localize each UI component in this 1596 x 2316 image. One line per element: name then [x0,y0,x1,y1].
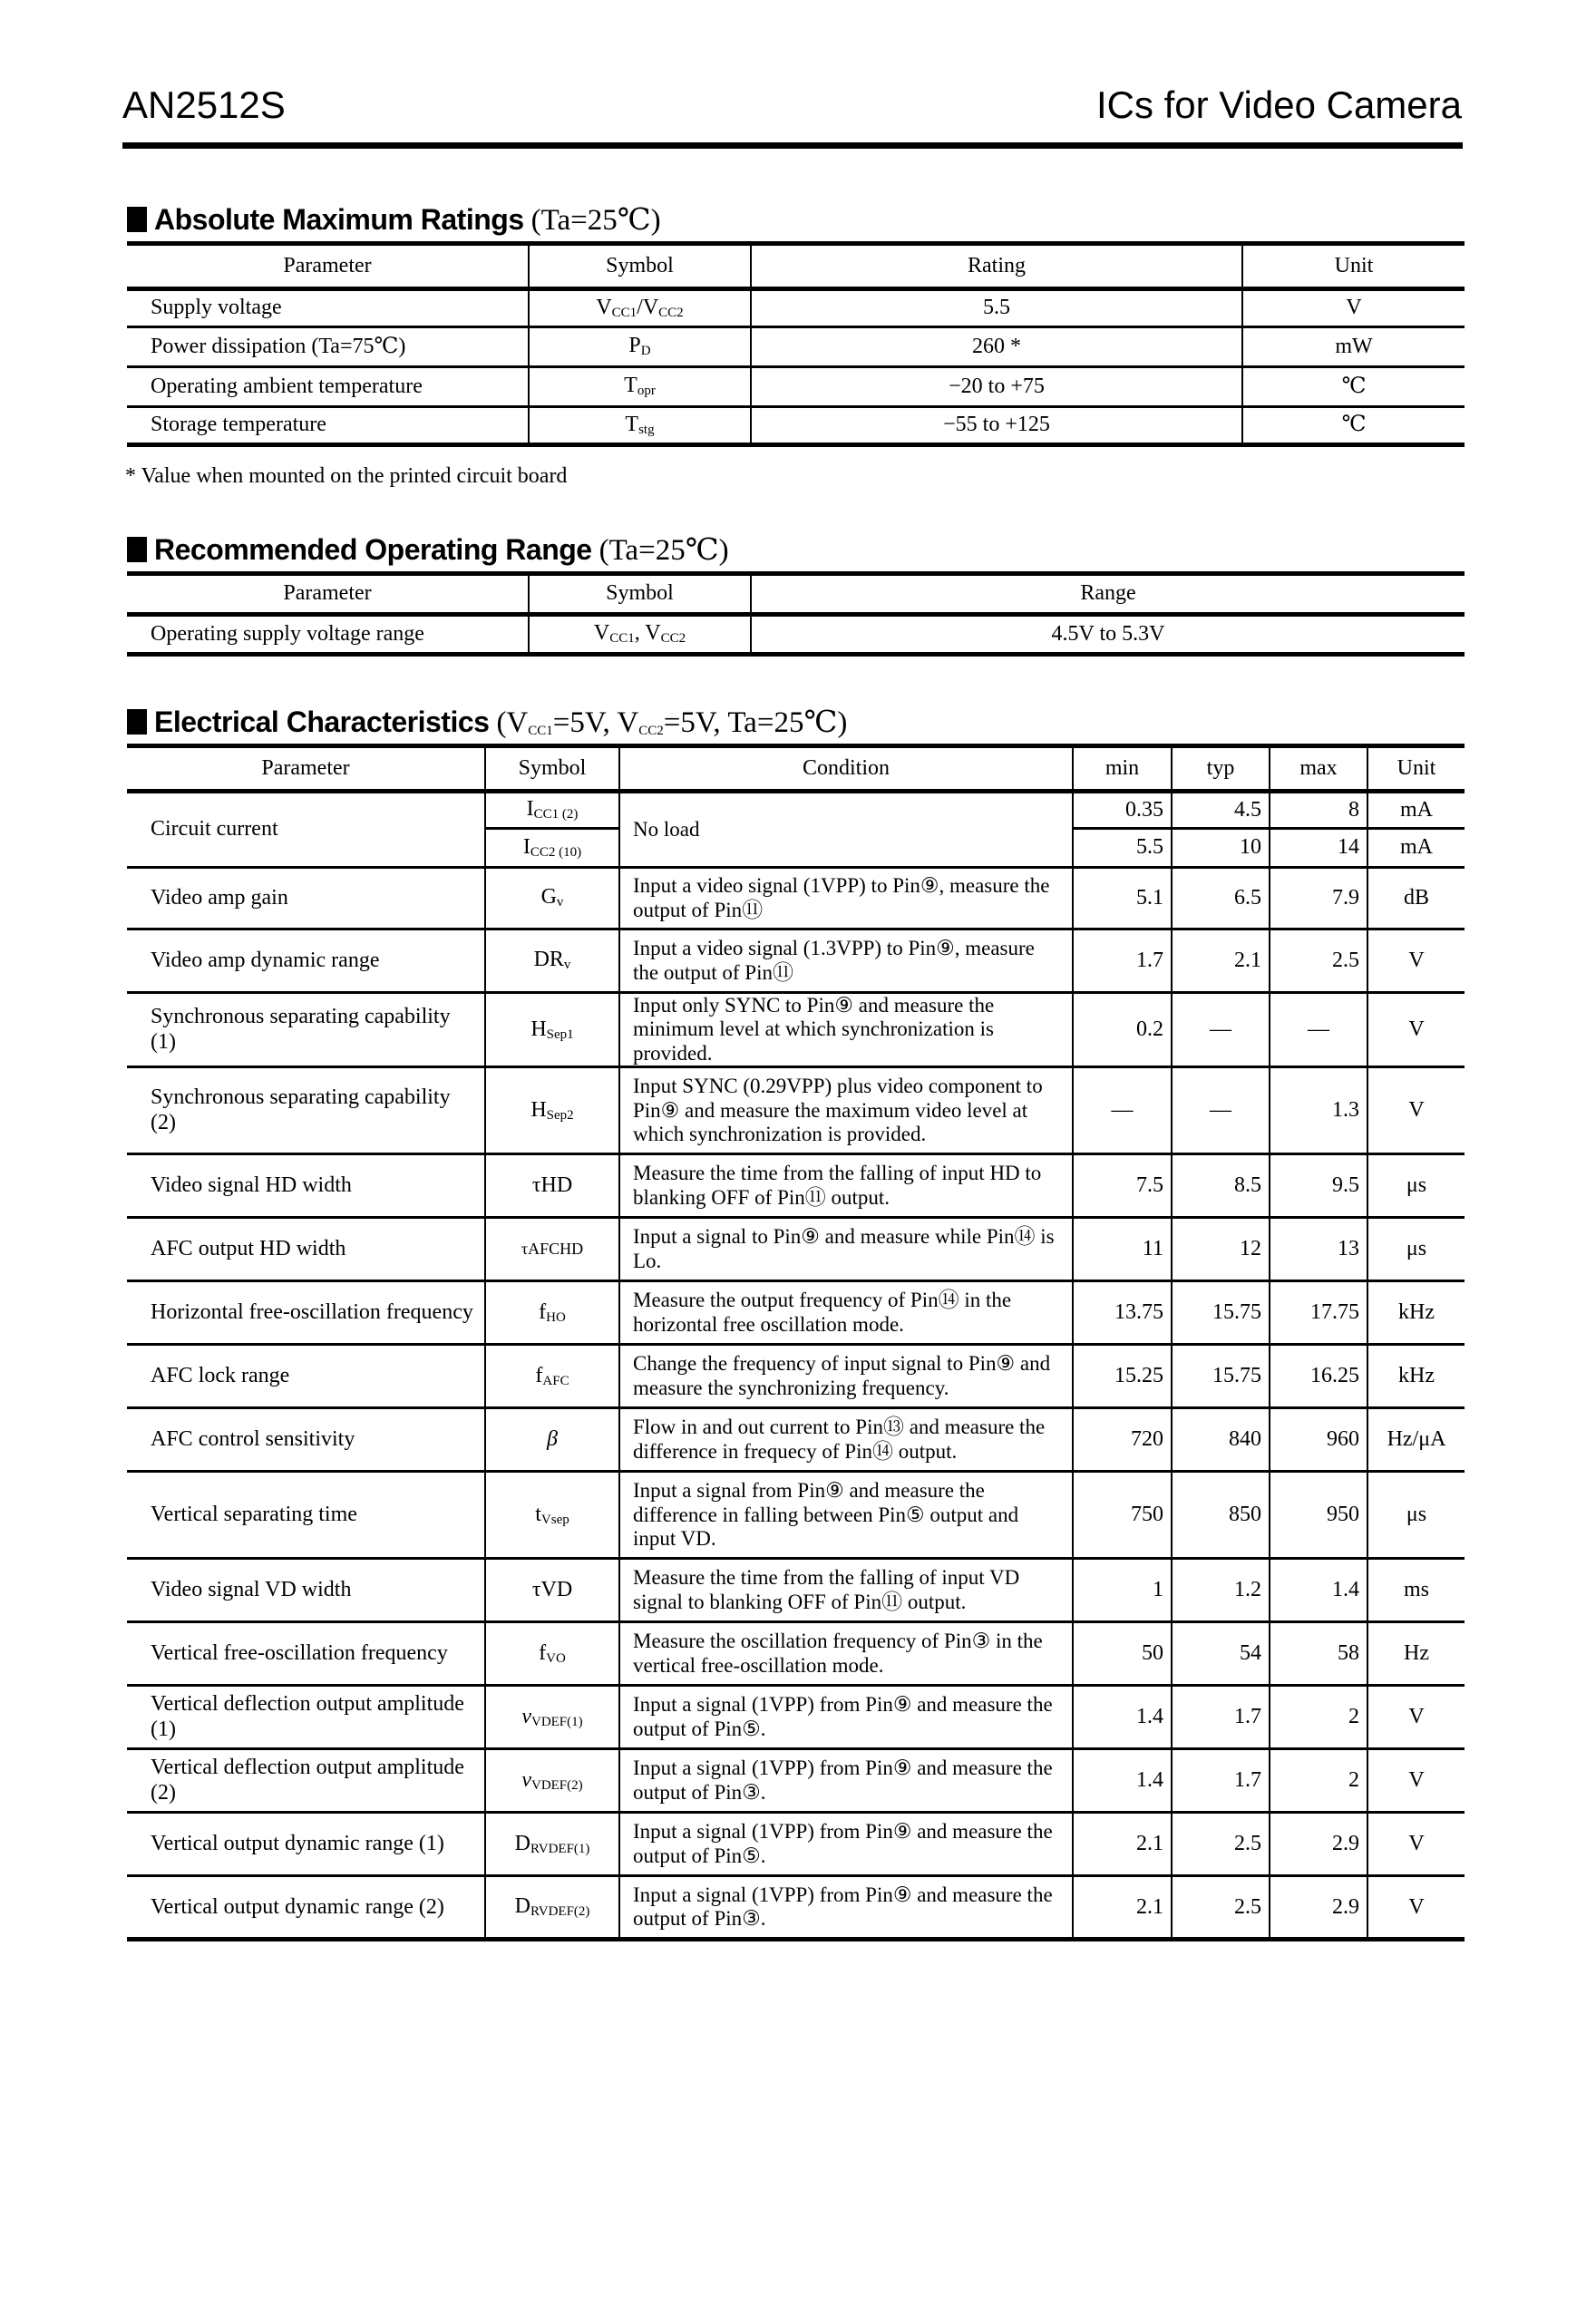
cell-max: 2 [1270,1686,1367,1749]
cell-condition: Input only SYNC to Pin⑨ and measure the minimum level at which synchronization is provided. [619,993,1073,1067]
cell-condition: No load [619,792,1073,868]
part-number: AN2512S [122,83,286,126]
cell-symbol: $T_{stg}$ [529,407,751,445]
cell-max: 7.9 [1270,868,1367,929]
cell-typ: 2.5 [1172,1813,1270,1876]
col-header: Unit [1367,746,1465,792]
cell-condition: Input a signal (1VPP) from Pin⑨ and measure the output of Pin③. [619,1876,1073,1940]
cell-max: 2.9 [1270,1813,1367,1876]
cell-condition: Measure the output frequency of Pin⑭ in the horizontal free oscillation mode. [619,1281,1073,1345]
table-row [127,1345,1465,1408]
document-category: ICs for Video Camera [1095,83,1462,126]
cell-symbol: $DR_v$ [485,929,619,993]
section-condition: (Ta=25℃) [530,204,661,237]
cell-typ: 2.5 [1172,1876,1270,1940]
table-row [127,1813,1465,1876]
cell-unit: Hz [1367,1622,1465,1686]
cell-symbol: $f_{AFC}$ [485,1345,619,1408]
cell-min: 5.5 [1073,829,1172,868]
cell-min: 2.1 [1073,1813,1172,1876]
cell-parameter: AFC output HD width [127,1218,485,1281]
cell-min: 0.2 [1073,993,1172,1067]
col-header: Parameter [127,244,529,289]
col-header: Rating [751,244,1242,289]
cell-parameter: Synchronous separating capability (2) [127,1067,485,1154]
section-bullet-icon [127,537,147,562]
cell-unit: dB [1367,868,1465,929]
table-row [127,792,1465,829]
cell-typ: 10 [1172,829,1270,868]
cell-min: 0.35 [1073,792,1172,829]
cell-range: 4.5V to 5.3V [751,615,1465,655]
cell-min: 1.7 [1073,929,1172,993]
footnote: * Value when mounted on the printed circuit board [125,464,568,488]
section-condition: (Ta=25℃) [598,534,729,567]
section-heading: Electrical Characteristics [154,705,490,738]
cell-symbol: $I_{CC1 (2)}$ [485,792,619,829]
cell-parameter: Power dissipation (Ta=75℃) [127,327,529,367]
cell-typ: 1.7 [1172,1749,1270,1813]
cell-parameter: Supply voltage [127,289,529,327]
cell-rating: −20 to +75 [751,367,1242,407]
cell-typ: 6.5 [1172,868,1270,929]
table-row [127,1749,1465,1813]
cell-parameter: AFC control sensitivity [127,1408,485,1472]
cell-condition: Input a signal from Pin⑨ and measure the difference in falling between Pin⑤ output and input VD. [619,1472,1073,1559]
cell-parameter: Operating ambient temperature [127,367,529,407]
cell-parameter: Vertical deflection output amplitude (2) [127,1749,485,1813]
table-row [127,993,1465,1067]
cell-max: 16.25 [1270,1345,1367,1408]
cell-condition: Input a video signal (1VPP) to Pin⑨, measure the output of Pin⑪ [619,868,1073,929]
table-row [127,1876,1465,1940]
cell-typ: 2.1 [1172,929,1270,993]
cell-parameter: Vertical free-oscillation frequency [127,1622,485,1686]
cell-max: 960 [1270,1408,1367,1472]
col-header: Parameter [127,574,529,615]
cell-condition: Measure the time from the falling of input HD to blanking OFF of Pin⑪ output. [619,1154,1073,1218]
section-title-recommended [127,531,729,568]
cell-typ: 850 [1172,1472,1270,1559]
cell-max: 2.5 [1270,929,1367,993]
cell-symbol: $D_{RVDEF(2)}$ [485,1876,619,1940]
cell-min: 13.75 [1073,1281,1172,1345]
cell-symbol: $v_{VDEF(2)}$ [485,1749,619,1813]
col-header: Symbol [485,746,619,792]
cell-symbol: $H_{Sep1}$ [485,993,619,1067]
cell-symbol: $H_{Sep2}$ [485,1067,619,1154]
cell-unit: mW [1242,327,1465,367]
cell-symbol: τAFCHD [485,1218,619,1281]
cell-min: 2.1 [1073,1876,1172,1940]
cell-unit: μs [1367,1154,1465,1218]
cell-rating: 260 * [751,327,1242,367]
cell-typ: — [1172,1067,1270,1154]
cell-symbol: $t_{Vsep}$ [485,1472,619,1559]
col-header: Parameter [127,746,485,792]
cell-min: 11 [1073,1218,1172,1281]
cell-max: 13 [1270,1218,1367,1281]
cell-symbol: $G_v$ [485,868,619,929]
cell-max: 9.5 [1270,1154,1367,1218]
cell-unit: V [1367,993,1465,1067]
section-condition: ($V_{CC1}=5V$, $V_{CC2}=5V$, Ta=25℃) [496,706,848,739]
cell-parameter: Storage temperature [127,407,529,445]
cell-unit: V [1367,1749,1465,1813]
electrical-table [127,744,1465,1941]
cell-symbol: τHD [485,1154,619,1218]
cell-min: 5.1 [1073,868,1172,929]
cell-condition: Input SYNC (0.29VPP) plus video component to Pin⑨ and measure the maximum video level at which synchronization is provided. [619,1067,1073,1154]
cell-typ: 840 [1172,1408,1270,1472]
cell-unit: mA [1367,792,1465,829]
header-rule [122,142,1463,149]
cell-max: 8 [1270,792,1367,829]
col-header: max [1270,746,1367,792]
cell-unit: μs [1367,1472,1465,1559]
cell-parameter: Horizontal free-oscillation frequency [127,1281,485,1345]
table-row [127,1067,1465,1154]
cell-min: 1.4 [1073,1686,1172,1749]
table-row [127,1154,1465,1218]
section-heading: Absolute Maximum Ratings [154,202,524,236]
cell-parameter: AFC lock range [127,1345,485,1408]
table-row [127,1218,1465,1281]
cell-unit: kHz [1367,1281,1465,1345]
cell-max: 17.75 [1270,1281,1367,1345]
cell-condition: Input a signal (1VPP) from Pin⑨ and measure the output of Pin⑤. [619,1813,1073,1876]
cell-parameter: Video signal VD width [127,1559,485,1622]
cell-parameter: Synchronous separating capability (1) [127,993,485,1067]
table-row [127,615,1465,655]
table-row [127,1622,1465,1686]
table-row [127,1472,1465,1559]
cell-max: — [1270,993,1367,1067]
cell-min: 720 [1073,1408,1172,1472]
cell-typ: — [1172,993,1270,1067]
cell-symbol: $I_{CC2 (10)}$ [485,829,619,868]
cell-max: 58 [1270,1622,1367,1686]
cell-parameter: Circuit current [127,792,485,868]
cell-parameter: Vertical deflection output amplitude (1) [127,1686,485,1749]
cell-unit: V [1367,1686,1465,1749]
cell-symbol: $f_{VO}$ [485,1622,619,1686]
cell-unit: V [1367,1813,1465,1876]
col-header: Range [751,574,1465,615]
cell-min: 1 [1073,1559,1172,1622]
table-row [127,929,1465,993]
cell-condition: Measure the oscillation frequency of Pin③ in the vertical free-oscillation mode. [619,1622,1073,1686]
cell-symbol: $P_D$ [529,327,751,367]
cell-parameter: Vertical output dynamic range (1) [127,1813,485,1876]
cell-typ: 1.2 [1172,1559,1270,1622]
cell-typ: 15.75 [1172,1345,1270,1408]
cell-max: 950 [1270,1472,1367,1559]
table-row [127,289,1465,327]
cell-max: 2.9 [1270,1876,1367,1940]
cell-unit: ms [1367,1559,1465,1622]
cell-condition: Input a video signal (1.3VPP) to Pin⑨, measure the output of Pin⑪ [619,929,1073,993]
cell-rating: 5.5 [751,289,1242,327]
section-title-electrical [127,704,847,740]
section-bullet-icon [127,709,147,735]
col-header: Symbol [529,574,751,615]
col-header: Unit [1242,244,1465,289]
cell-unit: V [1367,1876,1465,1940]
cell-unit: ℃ [1242,367,1465,407]
cell-min: — [1073,1067,1172,1154]
table-row [127,1408,1465,1472]
table-row [127,327,1465,367]
table-row [127,1281,1465,1345]
cell-symbol: $T_{opr}$ [529,367,751,407]
cell-parameter: Vertical output dynamic range (2) [127,1876,485,1940]
cell-min: 15.25 [1073,1345,1172,1408]
cell-unit: kHz [1367,1345,1465,1408]
section-bullet-icon [127,207,147,232]
cell-unit: μs [1367,1218,1465,1281]
col-header: Condition [619,746,1073,792]
cell-unit: V [1367,1067,1465,1154]
cell-condition: Input a signal (1VPP) from Pin⑨ and measure the output of Pin③. [619,1749,1073,1813]
cell-typ: 4.5 [1172,792,1270,829]
cell-symbol: $v_{VDEF(1)}$ [485,1686,619,1749]
cell-condition: Flow in and out current to Pin⑬ and measure the difference in frequecy of Pin⑭ output. [619,1408,1073,1472]
col-header: Symbol [529,244,751,289]
cell-typ: 15.75 [1172,1281,1270,1345]
cell-symbol: $f_{HO}$ [485,1281,619,1345]
table-row [127,367,1465,407]
cell-symbol: τVD [485,1559,619,1622]
cell-typ: 1.7 [1172,1686,1270,1749]
col-header: typ [1172,746,1270,792]
table-row [127,1686,1465,1749]
cell-unit: Hz/μA [1367,1408,1465,1472]
col-header: min [1073,746,1172,792]
cell-condition: Input a signal to Pin⑨ and measure while Pin⑭ is Lo. [619,1218,1073,1281]
section-title-absolute-max [127,201,661,238]
cell-parameter: Operating supply voltage range [127,615,529,655]
cell-symbol: $V_{CC1}$, $V_{CC2}$ [529,615,751,655]
cell-parameter: Video amp gain [127,868,485,929]
table-row [127,1559,1465,1622]
cell-min: 7.5 [1073,1154,1172,1218]
cell-symbol: β [485,1408,619,1472]
cell-condition: Measure the time from the falling of input VD signal to blanking OFF of Pin⑪ output. [619,1559,1073,1622]
cell-unit: mA [1367,829,1465,868]
cell-parameter: Video amp dynamic range [127,929,485,993]
cell-min: 1.4 [1073,1749,1172,1813]
cell-symbol: $D_{RVDEF(1)}$ [485,1813,619,1876]
cell-min: 750 [1073,1472,1172,1559]
recommended-table [127,571,1465,657]
cell-condition: Change the frequency of input signal to Pin⑨ and measure the synchronizing frequency. [619,1345,1073,1408]
cell-max: 1.4 [1270,1559,1367,1622]
cell-min: 50 [1073,1622,1172,1686]
cell-parameter: Video signal HD width [127,1154,485,1218]
cell-typ: 12 [1172,1218,1270,1281]
cell-parameter: Vertical separating time [127,1472,485,1559]
absolute-max-table [127,241,1465,447]
cell-max: 1.3 [1270,1067,1367,1154]
cell-max: 2 [1270,1749,1367,1813]
cell-typ: 8.5 [1172,1154,1270,1218]
cell-unit: V [1367,929,1465,993]
section-heading: Recommended Operating Range [154,532,592,566]
cell-max: 14 [1270,829,1367,868]
cell-unit: V [1242,289,1465,327]
table-row [127,407,1465,445]
cell-condition: Input a signal (1VPP) from Pin⑨ and measure the output of Pin⑤. [619,1686,1073,1749]
cell-rating: −55 to +125 [751,407,1242,445]
cell-unit: ℃ [1242,407,1465,445]
table-row [127,868,1465,929]
cell-typ: 54 [1172,1622,1270,1686]
cell-symbol: $V_{CC1}/V_{CC2}$ [529,289,751,327]
